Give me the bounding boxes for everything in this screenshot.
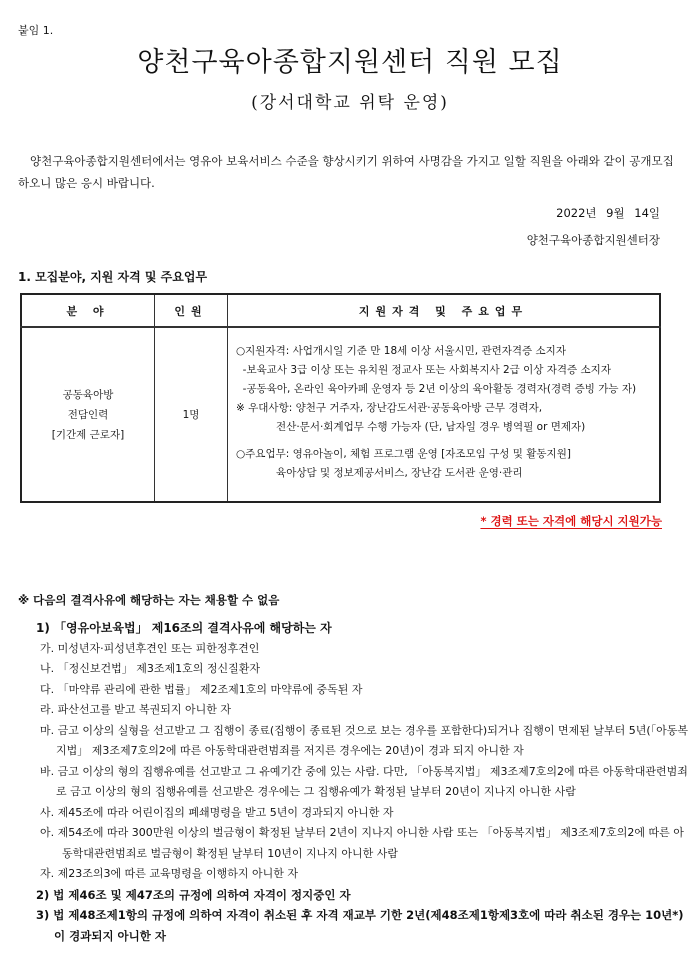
section-1-title: 1. 모집분야, 지원 자격 및 주요업무	[18, 270, 208, 284]
qualification-line: -공동육아, 온라인 육아카페 운영자 등 2년 이상의 육아활동 경력자(경력 증빙 가능 자)	[236, 383, 637, 395]
duty-line: ○주요업무: 영유아놀이, 체험 프로그램 운영 [자조모임 구성 및 활동지원]	[236, 448, 571, 460]
header-field: 분 야	[21, 294, 155, 327]
dq-subitem: 자. 제23조의3에 따른 교육명령을 이행하지 아니한 자	[40, 867, 298, 880]
header-qualifications: 지원자격 및 주요업무	[228, 294, 661, 327]
eligibility-note: * 경력 또는 자격에 해당시 지원가능	[480, 514, 662, 528]
table-row	[21, 327, 660, 502]
qualification-line: -보육교사 3급 이상 또는 유치원 정교사 또는 사회복지사 2급 이상 자격증 소지자	[236, 364, 611, 376]
disqualification-heading: ※ 다음의 결격사유에 해당하는 자는 채용할 수 없음	[18, 593, 280, 607]
signer: 양천구육아종합지원센터장	[526, 233, 660, 247]
dq-subitem: 가. 미성년자·피성년후견인 또는 피한정후견인	[40, 641, 260, 655]
dq-subitem: 나. 「정신보건법」 제3조제1호의 정신질환자	[40, 662, 260, 675]
page-title: 양천구육아종합지원센터 직원 모집	[137, 47, 563, 78]
attachment-label: 붙임 1.	[18, 24, 54, 37]
preference-line: 전산·문서·회계업무 수행 가능자 (단, 남자일 경우 병역필 or 면제자)	[236, 421, 586, 433]
qualification-line: ○지원자격: 사업개시일 기준 만 18세 이상 서울시민, 관련자격증 소지자	[236, 345, 566, 357]
header-count: 인원	[155, 294, 228, 327]
count-cell: 1명	[155, 327, 228, 502]
dq-subitem: 다. 「마약류 관리에 관한 법률」 제2조제1호의 마약류에 중독된 자	[40, 682, 363, 696]
field-cell	[21, 327, 155, 502]
dq-subitem: 사. 제45조에 따라 어린이집의 폐쇄명령을 받고 5년이 경과되지 아니한 자	[40, 805, 394, 819]
recruitment-table	[20, 293, 661, 503]
preference-line: ※ 우대사항: 양천구 거주자, 장난감도서관·공동육아방 근무 경력자,	[236, 402, 543, 414]
disqualification-list	[18, 618, 688, 947]
table-header-row	[21, 294, 660, 327]
intro-paragraph: 양천구육아종합지원센터에서는 영유아 보육서비스 수준을 향상시키기 위하여 사명감을 가지고 일할 직원을 아래와 같이 공개모집 하오니 많은 응시 바랍니다.	[18, 154, 674, 190]
field-line: 전담인력	[67, 408, 109, 421]
dq-item-3: 3) 법 제48조제1항의 규정에 의하여 자격이 취소된 후 자격 재교부 기한 2년(제48조제1항제3호에 따라 취소된 경우는 10년*)이 경과되지 아니한 자	[36, 908, 684, 943]
dq-item-2: 2) 법 제46조 및 제47조의 규정에 의하여 자격이 정지중인 자	[36, 887, 351, 902]
duty-line: 육아상담 및 정보제공서비스, 장난감 도서관 운영·관리	[236, 467, 523, 479]
dq-subitem: 바. 금고 이상의 형의 집행유예를 선고받고 그 유예기간 중에 있는 사람. 다만, 「아동복지법」 제3조제7호의2에 따른 아동학대관련범죄로 금고 이상의 형의 집행유예를 선고받은 경우에는 그 집행유예가 확정된 날부터 20년이 지나지 아니한 사람	[40, 764, 688, 798]
field-line: 공동육아방	[62, 388, 114, 401]
page-subtitle: (강서대학교 위탁 운영)	[251, 93, 449, 113]
qualification-cell	[228, 327, 661, 502]
dq-subitem: 라. 파산선고를 받고 복권되지 아니한 자	[40, 703, 231, 716]
field-line: [기간제 근로자]	[51, 428, 125, 441]
dq-subitem: 마. 금고 이상의 실형을 선고받고 그 집행이 종료(집행이 종료된 것으로 보는 경우를 포함한다)되거나 집행이 면제된 날부터 5년(「아동복지법」 제3조제7호의2에 따른 아동학대관련범죄를 저지른 경우에는 20년)이 경과 되지 아니한 자	[40, 723, 688, 757]
dq-item-1: 1) 「영유아보육법」 제16조의 결격사유에 해당하는 자	[36, 621, 332, 635]
announcement-date: 2022년 9월 14일	[556, 206, 660, 220]
dq-subitem: 아. 제54조에 따라 300만원 이상의 벌금형이 확정된 날부터 2년이 지나지 아니한 사람 또는 「아동복지법」 제3조제7호의2에 따른 아동학대관련범죄로 벌금형이 확정된 날부터 10년이 지나지 아니한 사람	[40, 826, 684, 860]
